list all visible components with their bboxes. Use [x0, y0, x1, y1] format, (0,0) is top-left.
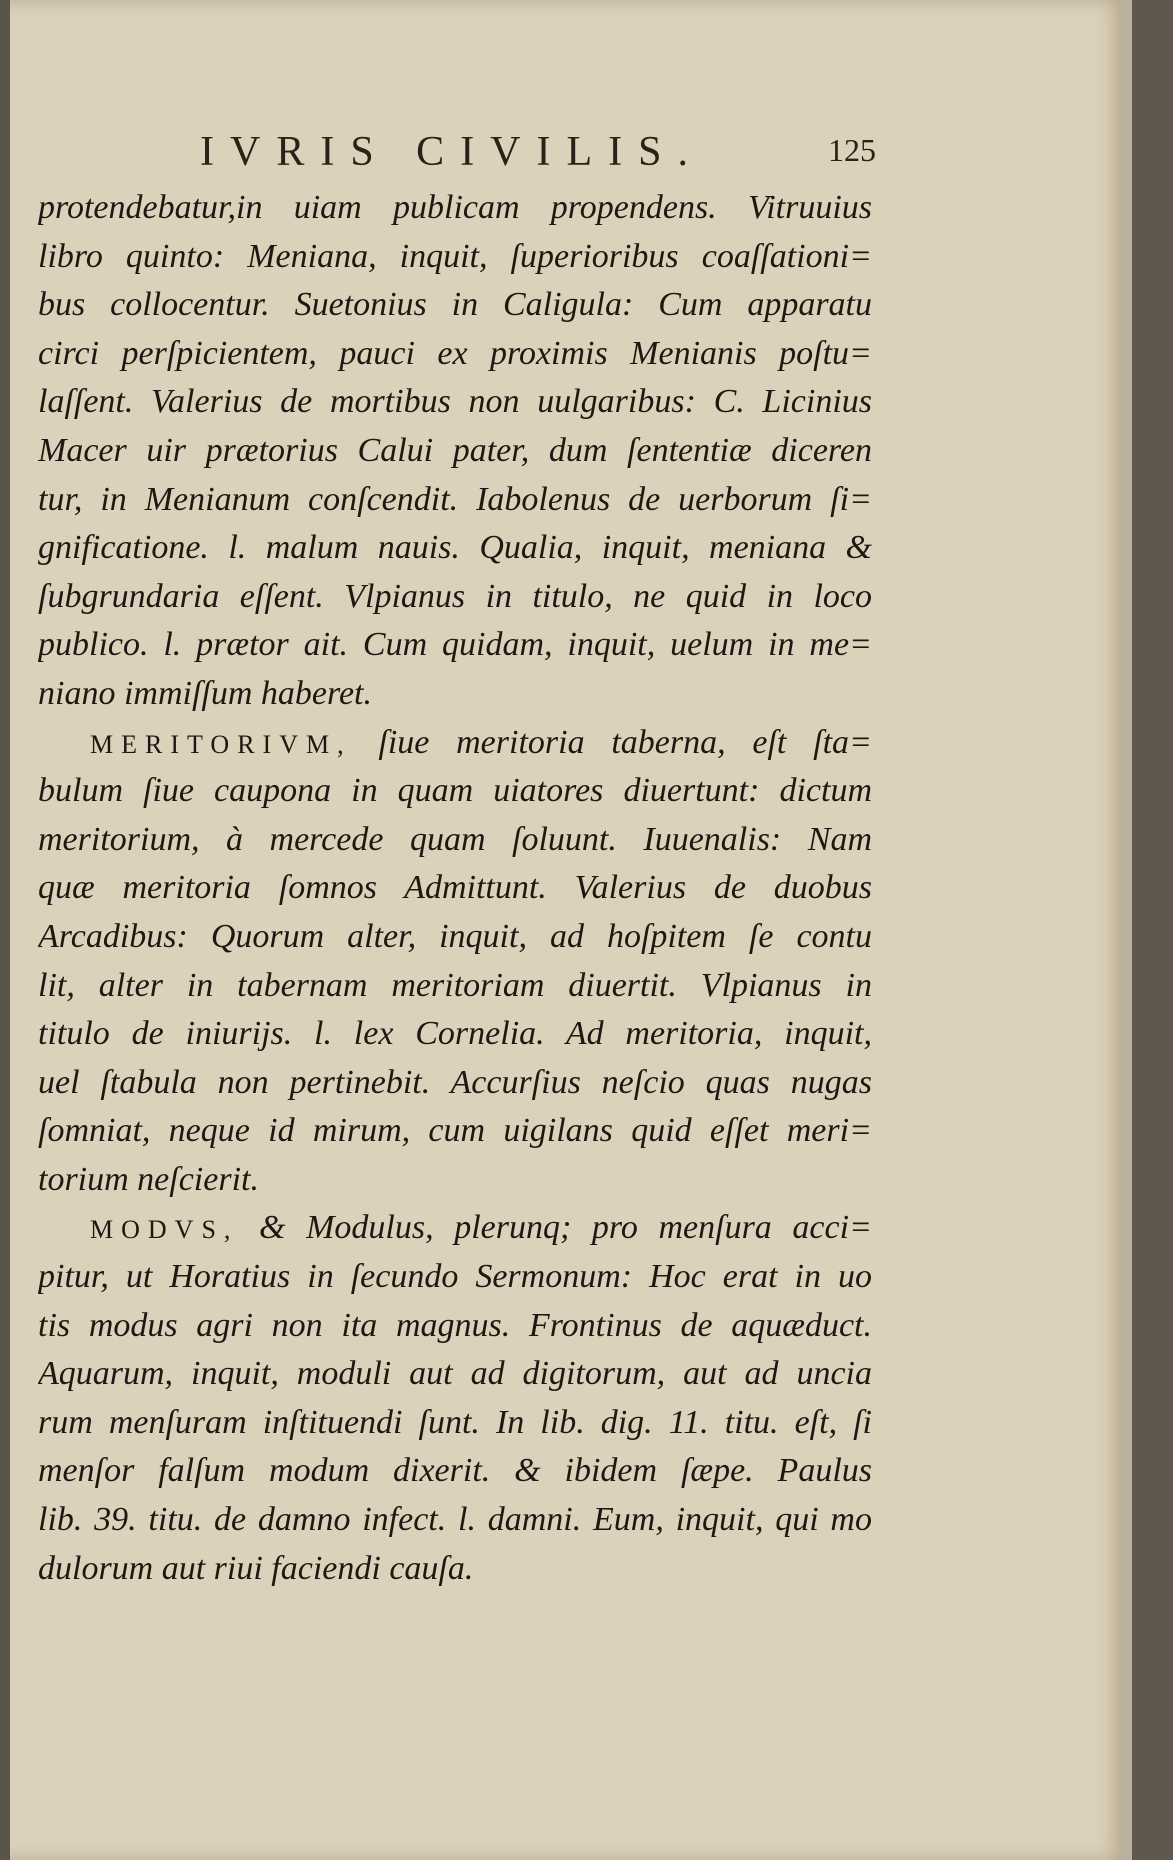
page-number: 125 — [828, 132, 876, 168]
text-line: lib. 39. titu. de damno infect. l. damni. Eum, inquit, qui mo — [38, 1501, 872, 1539]
text-line: dulorum aut riui faciendi cauſa. — [38, 1549, 474, 1587]
text-line: circi perſpicientem, pauci ex proximis Menianis poſtu= — [38, 334, 872, 372]
text-line: uel ſtabula non pertinebit. Accurſius neſcio quas nugas — [38, 1063, 872, 1101]
text-line: gnificatione. l. malum nauis. Qualia, inquit, meniana & — [38, 529, 872, 567]
text-line: laſſent. Valerius de mortibus non uulgaribus: C. Licinius — [38, 383, 872, 421]
text-line: ſomniat, neque id mirum, cum uigilans quid eſſet meri= — [38, 1112, 872, 1150]
text-line: lit, alter in tabernam meritoriam diuertit. Vlpianus in — [38, 966, 872, 1004]
running-title: IVRIS CIVILIS. — [200, 129, 704, 175]
gutter-shadow — [0, 0, 10, 1860]
entry-modus-text: & Modulus, plerunq; pro menſura acci= — [238, 1209, 872, 1247]
text-line: torium neſcierit. — [38, 1160, 259, 1198]
text-line: niano immiſſum haberet. — [38, 674, 372, 712]
text-line: Macer uir prætorius Calui pater, dum ſententiæ diceren — [38, 431, 872, 469]
text-line: tur, in Menianum conſcendit. Iabolenus de uerborum ſi= — [38, 480, 872, 518]
text-line: ſubgrundaria eſſent. Vlpianus in titulo, ne quid in loco — [38, 577, 872, 615]
text-line: bulum ſiue caupona in quam uiatores diuertunt: dictum — [38, 772, 872, 810]
page-edge — [1120, 0, 1132, 1860]
text-line: bus collocentur. Suetonius in Caligula: Cum apparatu — [38, 286, 872, 324]
text-line: pitur, ut Horatius in ſecundo Sermonum: Hoc erat in uo — [38, 1258, 872, 1296]
text-line: publico. l. prætor ait. Cum quidam, inquit, uelum in me= — [38, 626, 872, 664]
entry-modus — [38, 1204, 872, 1253]
text-line: rum menſuram inſtituendi ſunt. In lib. dig. 11. titu. eſt, ſi — [38, 1403, 872, 1441]
text-line: menſor falſum modum dixerit. & ibidem ſæpe. Paulus — [38, 1452, 872, 1490]
headword-modus: MODVS, — [90, 1215, 239, 1245]
text-line: tis modus agri non ita magnus. Frontinus de aquæduct. — [38, 1306, 872, 1344]
body-text — [38, 184, 872, 1593]
text-line: libro quinto: Meniana, inquit, ſuperioribus coaſſationi= — [38, 237, 872, 275]
text-line: titulo de iniurijs. l. lex Cornelia. Ad meritoria, inquit, — [38, 1015, 872, 1053]
text-line: quæ meritoria ſomnos Admittunt. Valerius de duobus — [38, 869, 872, 907]
entry-meritorium-text: ſiue meritoria taberna, eſt ſta= — [351, 723, 872, 761]
entry-meritorium — [38, 719, 872, 768]
text-line: meritorium, à mercede quam ſoluunt. Iuuenalis: Nam — [38, 820, 872, 858]
text-line: Aquarum, inquit, moduli aut ad digitorum, aut ad uncia — [38, 1355, 872, 1393]
text-line: protendebatur,in uiam publicam propendens. Vitruuius — [38, 189, 872, 226]
headword-meritorium: MERITORIVM, — [90, 729, 352, 759]
text-line: Arcadibus: Quorum alter, inquit, ad hoſpitem ſe contu — [38, 917, 872, 955]
